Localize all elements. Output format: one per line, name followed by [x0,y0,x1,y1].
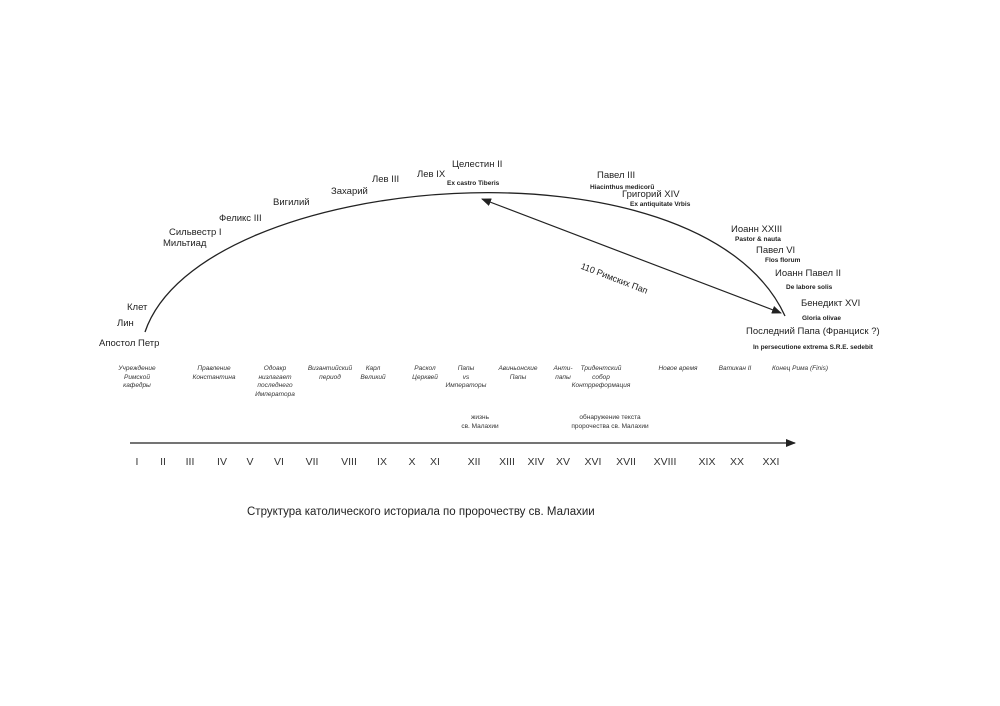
century-label: X [408,456,416,468]
pope-linus: Лин [117,318,134,329]
motto-last: In persecutione extrema S.R.E. sedebit [753,344,873,351]
century-label: XVIII [653,456,677,468]
century-label: IX [377,456,387,468]
pope-paul6: Павел VI [756,245,796,256]
century-label: XVII [616,456,636,468]
century-label: XXI [762,456,780,468]
era-schism: Раскол Церквей [412,365,438,381]
century-label: XIX [698,456,716,468]
era-avignon: Авиньонские Папы [498,365,538,381]
pope-leo9: Лев IX [417,169,446,180]
era-popes-vs-emperors: Папы vs Императоры [445,365,487,389]
motto-gregory14: Ex antiquitate Vrbis [630,201,691,208]
century-label: XVI [584,456,602,468]
century-label: IV [217,456,227,468]
era-trent: Тридентский собор Контрреформация [571,365,631,389]
century-label: V [246,456,254,468]
era-constantine: Правление Константина [192,365,236,381]
era-antipopes: Анти- папы [553,365,573,381]
pope-celestine: Целестин II [452,159,503,170]
century-label: XX [729,456,745,468]
motto-john23: Pastor & nauta [735,236,781,243]
pope-peter: Апостол Петр [99,338,160,349]
century-label: XIII [499,456,515,468]
century-label: VIII [341,456,357,468]
motto-celestine: Ex castro Tiberis [447,180,500,187]
note-prophecy-discovery: обнаружение текста пророчества св. Малахии [571,414,649,430]
pope-cletus: Клет [127,302,148,313]
pope-miltiades: Мильтиад [163,238,207,249]
pope-paul3: Павел III [597,170,636,181]
note-malachy-life: жизнь св. Малахии [461,414,499,430]
era-modern: Новое время [658,365,698,372]
pope-jp2: Иоанн Павел II [775,268,842,279]
era-byzantine: Византийский период [307,365,353,381]
motto-benedict16: Gloria olivae [802,315,842,322]
era-charlemagne: Карл Великий [360,365,386,381]
diagram-caption: Структура католического историала по пророчеству св. Малахии [247,506,595,518]
pope-john23: Иоанн XXIII [731,224,783,235]
pope-zachary: Захарий [331,186,368,197]
popes-span-label: 110 Римских Пап [579,261,650,296]
pope-vigilius: Вигилий [273,197,310,208]
pope-sylvester: Сильвестр I [169,227,222,238]
era-odoacer: Одоакр низлагает последнего Императора [255,365,295,398]
century-label: III [185,456,195,468]
pope-benedict16: Бенедикт XVI [801,298,861,309]
century-label: XIV [527,456,545,468]
pope-leo3: Лев III [372,174,400,185]
century-label: XI [430,456,440,468]
motto-paul3: Hiacinthus medicorũ [590,184,655,191]
century-label: VI [274,456,284,468]
era-vatican2: Ватикан II [718,365,752,372]
motto-jp2: De labore solis [786,284,833,291]
era-roman-see: Учреждение Римской кафедры [118,365,156,389]
era-end-of-rome: Конец Рима (Finis) [771,365,829,372]
century-label: I [135,456,139,468]
century-label: XII [467,456,481,468]
pope-last: Последний Папа (Франциск ?) [746,326,880,337]
pope-felix: Феликс III [219,213,262,224]
pope-gregory14: Григорий XIV [622,189,680,200]
motto-paul6: Flos florum [765,257,801,264]
century-label: VII [305,456,319,468]
popes-span-arrow [482,199,781,313]
century-label: II [160,456,166,468]
century-label: XV [555,456,571,468]
